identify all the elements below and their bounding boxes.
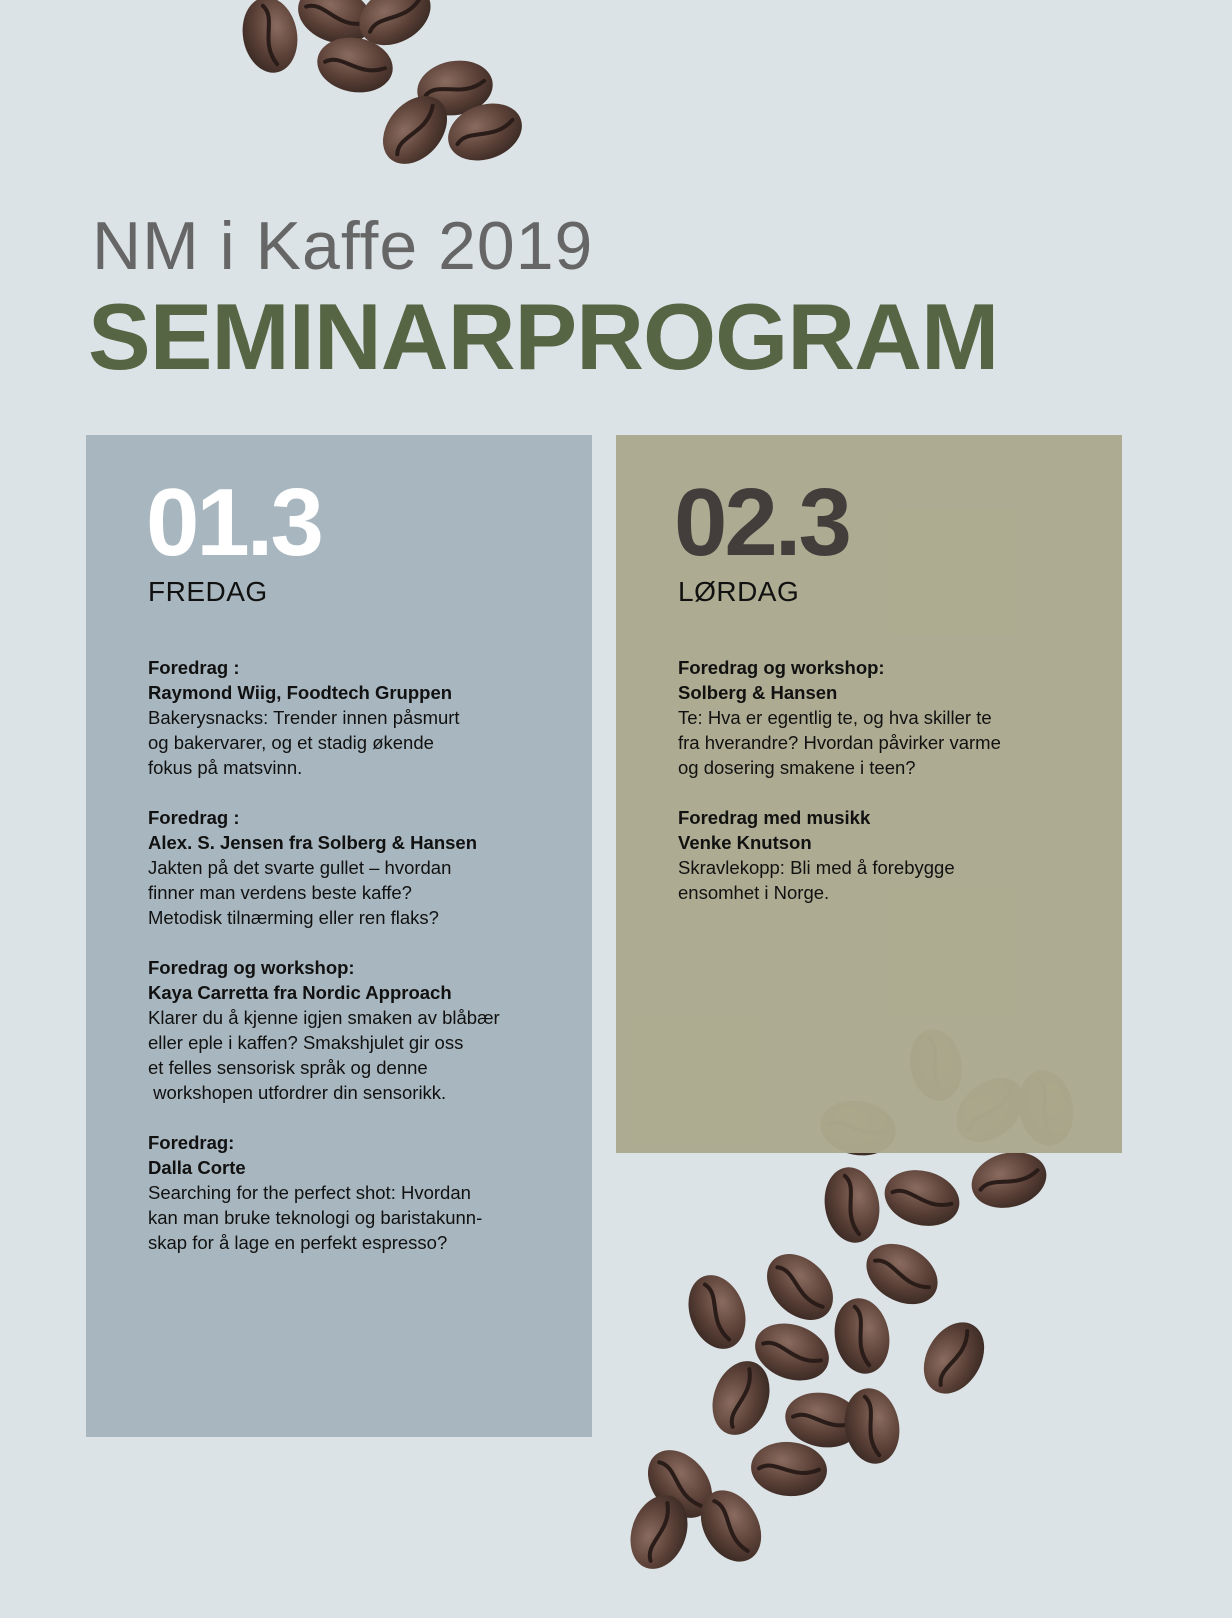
talk-description-line: eller eple i kaffen? Smakshjulet gir oss (148, 1032, 464, 1053)
talk-kind: Foredrag og workshop: (678, 657, 885, 678)
talk-item (148, 1130, 548, 1255)
talk-kind: Foredrag : (148, 657, 240, 678)
talk-description-line: ensomhet i Norge. (678, 882, 830, 903)
day-weekday: FREDAG (148, 576, 268, 607)
talk-description-line: skap for å lage en perfekt espresso? (148, 1232, 448, 1253)
talk-item (148, 955, 548, 1105)
talk-list (678, 655, 1078, 930)
talk-item (148, 805, 548, 930)
talk-speaker: Raymond Wiig, Foodtech Gruppen (148, 682, 453, 703)
talk-item (148, 655, 548, 780)
day-panel-saturday (616, 435, 1122, 1153)
talk-description-line: Searching for the perfect shot: Hvordan (148, 1182, 471, 1203)
talk-description-line: Bakerysnacks: Trender innen påsmurt (148, 707, 460, 728)
day-weekday: LØRDAG (678, 576, 800, 607)
talk-kind: Foredrag og workshop: (148, 957, 355, 978)
talk-list (148, 655, 548, 1280)
talk-description-line: fra hverandre? Hvordan påvirker varme (678, 732, 1001, 753)
talk-kind: Foredrag: (148, 1132, 235, 1153)
talk-description-line: fokus på matsvinn. (148, 757, 303, 778)
day-date: 01.3 (146, 469, 321, 576)
talk-speaker: Solberg & Hansen (678, 682, 838, 703)
talk-kind: Foredrag med musikk (678, 807, 871, 828)
day-panel-friday (86, 435, 592, 1437)
talk-speaker: Dalla Corte (148, 1157, 246, 1178)
talk-item (678, 805, 1078, 905)
talk-description-line: kan man bruke teknologi og baristakunn- (148, 1207, 483, 1228)
talk-description-line: workshopen utfordrer din sensorikk. (148, 1082, 447, 1103)
talk-description-line: finner man verdens beste kaffe? (148, 882, 412, 903)
talk-kind: Foredrag : (148, 807, 240, 828)
bean-cluster-top (237, 0, 530, 176)
talk-description-line: og dosering smakene i teen? (678, 757, 916, 778)
talk-speaker: Venke Knutson (678, 832, 812, 853)
talk-speaker: Kaya Carretta fra Nordic Approach (148, 982, 452, 1003)
day-date: 02.3 (674, 469, 849, 576)
talk-speaker: Alex. S. Jensen fra Solberg & Hansen (148, 832, 477, 853)
talk-description-line: Te: Hva er egentlig te, og hva skiller te (678, 707, 992, 728)
talk-description-line: Skravlekopp: Bli med å forebygge (678, 857, 955, 878)
talk-description-line: et felles sensorisk språk og denne (148, 1057, 428, 1078)
event-subtitle: NM i Kaffe 2019 (92, 208, 594, 284)
talk-description-line: Klarer du å kjenne igjen smaken av blåbær (148, 1007, 500, 1028)
talk-description-line: Jakten på det svarte gullet – hvordan (148, 857, 452, 878)
page-title: SEMINARPROGRAM (88, 284, 999, 389)
talk-description-line: og bakervarer, og et stadig økende (148, 732, 434, 753)
talk-item (678, 655, 1078, 780)
talk-description-line: Metodisk tilnærming eller ren flaks? (148, 907, 439, 928)
